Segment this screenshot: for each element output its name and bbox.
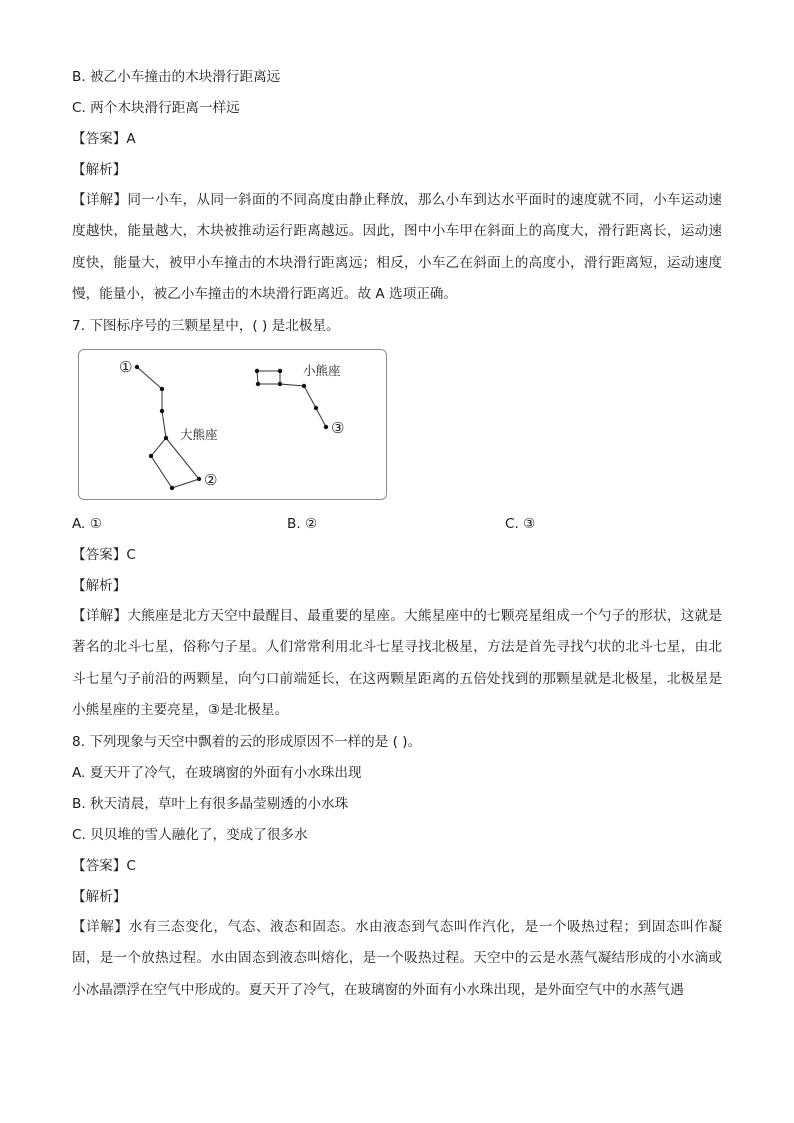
q7-analysis-heading: 【解析】 [72,578,127,594]
star [324,425,328,429]
q7-option-a: A. ① [72,516,102,532]
star [314,406,318,410]
constellation-diagram [79,350,388,501]
marker-3: ③ [331,419,345,437]
little-dipper-label: 小熊座 [303,363,341,378]
constellation-figure [78,349,387,500]
q8-option-c: C. 贝贝堆的雪人融化了，变成了很多水 [72,827,308,843]
star [164,436,168,440]
star [135,365,139,369]
q8-answer: 【答案】C [72,858,136,874]
q8-analysis-heading: 【解析】 [72,889,127,905]
q6-detail-paragraph: 【详解】同一小车，从同一斜面的不同高度由静止释放，那么小车到达水平面时的速度就不同，小车运动速度越快，能量越大，木块被推动运行距离越远。因此，图中小车甲在斜面上的高度大，滑行距离长，运动速度快，能量大，被甲小车撞击的木块滑行距离远；相反，小车乙在斜面上的高度小，滑行距离短，运动速度慢，能量小，被乙小车撞击的木块滑行距离近。故 A 选项正确。 [72,192,722,302]
q8-stem: 8. 下列现象与天空中飘着的云的形成原因不一样的是 ( )。 [72,734,422,750]
star [197,477,201,481]
q6-answer: 【答案】A [72,131,136,147]
q8-option-a: A. 夏天开了冷气，在玻璃窗的外面有小水珠出现 [72,765,362,781]
q6-option-c: C. 两个木块滑行距离一样远 [72,100,240,116]
q7-option-c: C. ③ [505,516,536,532]
q7-option-b: B. ② [287,516,318,532]
star [278,369,282,373]
star [256,382,260,386]
star [160,387,164,391]
star [278,382,282,386]
marker-1: ① [119,358,133,376]
star [149,454,153,458]
star [170,486,174,490]
q7-detail-paragraph: 【详解】大熊座是北方天空中最醒目、最重要的星座。大熊星座中的七颗亮星组成一个勺子的形状，这就是著名的北斗七星，俗称勺子星。人们常常利用北斗七星寻找北极星，方法是首先寻找勺状的北斗七星，由北斗七星勺子前沿的两颗星，向勺口前端延长，在这两颗星距离的五倍处找到的那颗星就是北极星，北极星是小熊星座的主要亮星，③是北极星。 [72,608,722,718]
q6-option-b: B. 被乙小车撞击的木块滑行距离远 [72,69,281,85]
star [160,409,164,413]
q8-option-b: B. 秋天清晨，草叶上有很多晶莹剔透的小水珠 [72,796,349,812]
q7-answer: 【答案】C [72,547,136,563]
little-dipper-lines [257,371,326,427]
q7-stem: 7. 下图标序号的三颗星星中，( ) 是北极星。 [72,318,340,334]
big-dipper-label: 大熊座 [180,427,218,442]
q6-analysis-heading: 【解析】 [72,162,127,178]
q8-detail-paragraph: 【详解】水有三态变化，气态、液态和固态。水由液态到气态叫作汽化，是一个吸热过程；到固态叫作凝固，是一个放热过程。水由固态到液态叫熔化，是一个吸热过程。天空中的云是水蒸气凝结形成的小水滴或小冰晶漂浮在空气中形成的。夏天开了冷气，在玻璃窗的外面有小水珠出现，是外面空气中的水蒸气遇 [72,919,722,998]
marker-2: ② [204,471,218,489]
star [255,369,259,373]
star [302,384,306,388]
